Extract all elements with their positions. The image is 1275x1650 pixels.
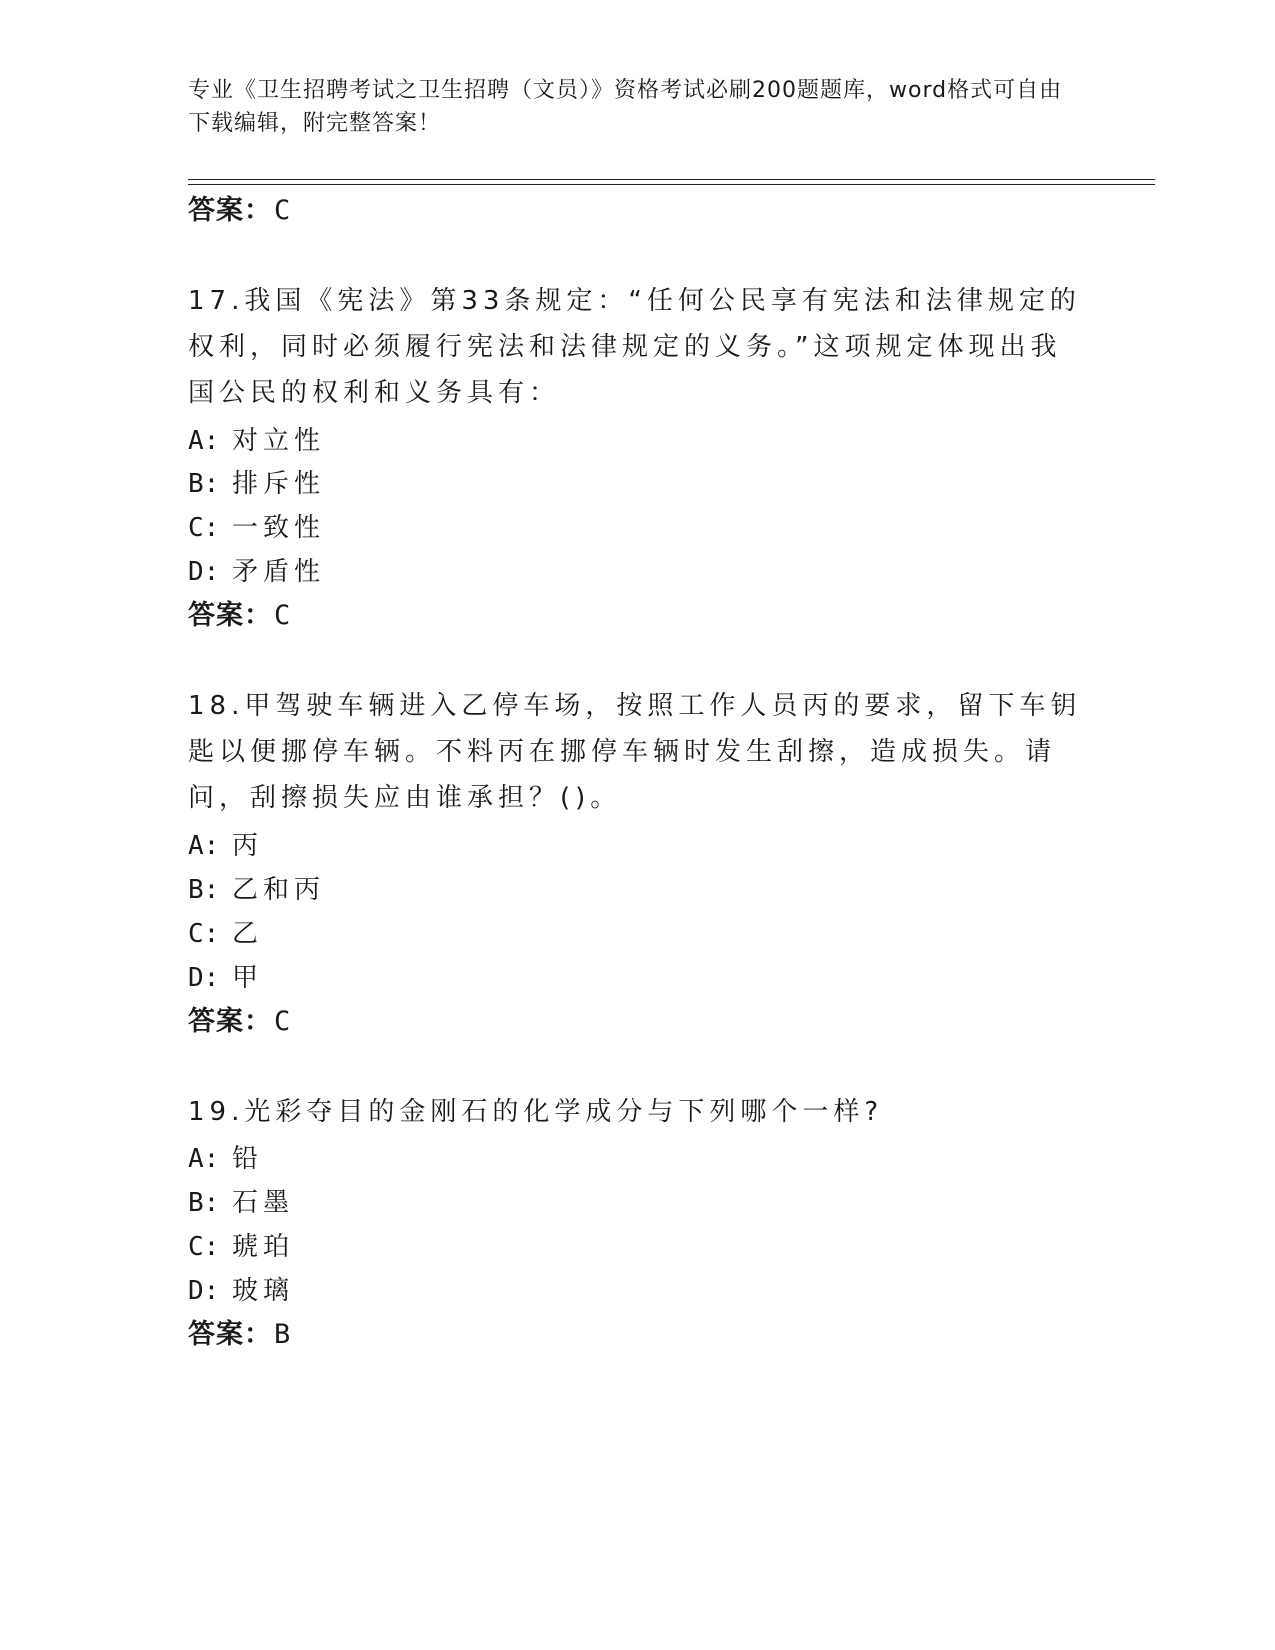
- option-item: [188, 467, 325, 501]
- option-item: [188, 961, 263, 995]
- option-text: 玻璃: [232, 1276, 295, 1306]
- option-letter: C:: [188, 1232, 220, 1262]
- option-letter: D:: [188, 1276, 220, 1306]
- option-text: 乙: [232, 919, 264, 949]
- answer-line: [188, 1004, 291, 1040]
- option-item: [188, 829, 263, 863]
- header-divider-bottom: [188, 184, 1155, 185]
- answer-value: B: [274, 1319, 292, 1350]
- option-text: 排斥性: [232, 469, 326, 499]
- option-item: [188, 1142, 263, 1176]
- option-item: [188, 511, 325, 545]
- option-letter: A:: [188, 426, 220, 456]
- option-letter: B:: [188, 469, 220, 499]
- option-letter: A:: [188, 831, 220, 861]
- option-text: 甲: [232, 963, 264, 993]
- question-text: 18.甲驾驶车辆进入乙停车场，按照工作人员丙的要求，留下车钥匙以便挪停车辆。不料丙在挪停车辆时发生刮擦，造成损失。请问，刮擦损失应由谁承担？()。: [188, 691, 1082, 813]
- answer-label: 答案：: [188, 1006, 272, 1037]
- document-header: 专业《卫生招聘考试之卫生招聘（文员）》资格考试必刷200题题库，word格式可自由下载编辑，附完整答案！: [188, 78, 1063, 136]
- answer-label: 答案：: [188, 600, 272, 631]
- option-item: [188, 1274, 294, 1308]
- option-text: 乙和丙: [232, 875, 326, 905]
- answer-line: [188, 1317, 291, 1353]
- question-text: 19.光彩夺目的金刚石的化学成分与下列哪个一样?: [188, 1097, 884, 1127]
- option-item: [188, 873, 325, 907]
- option-item: [188, 1230, 294, 1264]
- option-letter: C:: [188, 513, 220, 543]
- option-letter: D:: [188, 557, 220, 587]
- option-text: 丙: [232, 831, 264, 861]
- answer-value: C: [274, 1006, 292, 1037]
- option-item: [188, 555, 325, 589]
- option-letter: C:: [188, 919, 220, 949]
- answer-line: [188, 193, 291, 229]
- option-text: 琥珀: [232, 1232, 295, 1262]
- answer-label: 答案：: [188, 195, 272, 226]
- answer-value: C: [274, 600, 292, 631]
- header-divider-top: [188, 179, 1155, 180]
- question-text: 17.我国《宪法》第33条规定：“任何公民享有宪法和法律规定的权利，同时必须履行宪法和法律规定的义务。”这项规定体现出我国公民的权利和义务具有：: [188, 286, 1081, 408]
- option-text: 石墨: [232, 1188, 295, 1218]
- option-letter: A:: [188, 1144, 220, 1174]
- option-item: [188, 1186, 294, 1220]
- option-text: 矛盾性: [232, 557, 326, 587]
- option-text: 一致性: [232, 513, 326, 543]
- answer-label: 答案：: [188, 1319, 272, 1350]
- option-text: 对立性: [232, 426, 326, 456]
- option-letter: B:: [188, 1188, 220, 1218]
- answer-line: [188, 598, 291, 634]
- option-item: [188, 917, 263, 951]
- option-letter: B:: [188, 875, 220, 905]
- option-letter: D:: [188, 963, 220, 993]
- option-text: 铅: [232, 1144, 264, 1174]
- answer-value: C: [274, 195, 292, 226]
- option-item: [188, 424, 325, 458]
